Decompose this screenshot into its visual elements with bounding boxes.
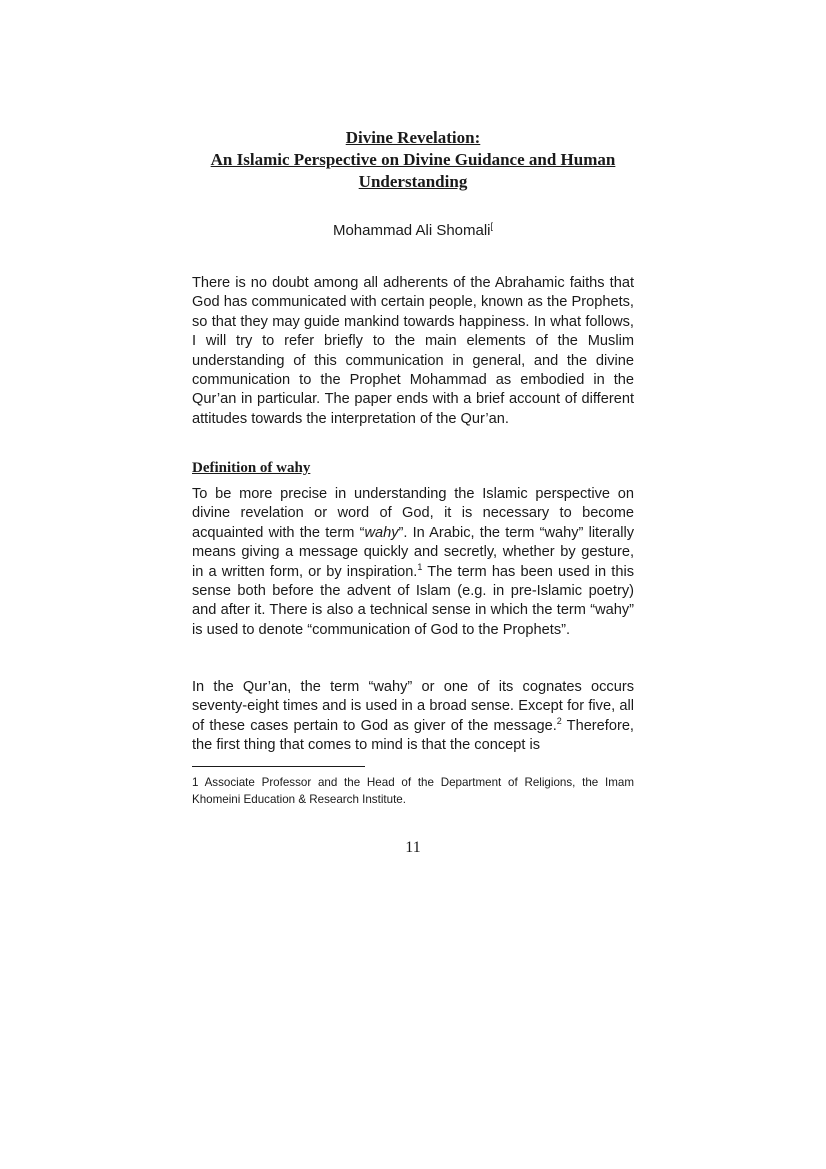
quran-usage-text-1: In the Qur’an, the term “wahy” or one of its cognates occurs seventy-eight times and is used in a broad sense. Except for five, all of these cases pertain to God as giver of the message. bbox=[192, 679, 634, 734]
footnote-ref-2: 2 bbox=[556, 715, 562, 726]
intro-paragraph: There is no doubt among all adherents of the Abrahamic faiths that God has communicated with certain people, known as the Prophets, so that they may guide mankind towards happiness. In what follows, I will try to refer briefly to the main elements of the Muslim understanding of this communication in general, and the divine communication to the Prophet Mohammad as embodied in the Qur’an in particular. The paper ends with a brief account of different attitudes towards the interpretation of the Qur’an. bbox=[192, 275, 634, 427]
quran-usage-paragraph bbox=[192, 678, 634, 756]
author-line bbox=[150, 216, 676, 241]
definition-paragraph bbox=[192, 485, 634, 640]
definition-text-2: ”. In Arabic, the term “wahy” literally means giving a message quickly and secretly, whether by gesture, in a written form, or by inspiration. bbox=[192, 524, 634, 580]
title-line-3: Understanding bbox=[358, 172, 468, 191]
definition-text-1: To be more precise in understanding the Islamic perspective on divine revelation or word of God, it is necessary to become acquainted with the term “ bbox=[192, 486, 634, 541]
footnote-divider bbox=[192, 766, 365, 767]
author-name: Mohammad Ali Shomali bbox=[332, 222, 491, 239]
author-footnote-marker: [ bbox=[490, 221, 494, 231]
title-line-2: An Islamic Perspective on Divine Guidance and Human bbox=[210, 150, 616, 169]
section-heading: Definition of wahy bbox=[192, 460, 311, 476]
title-line-1: Divine Revelation: bbox=[345, 128, 481, 147]
quran-usage-text-2: Therefore, the first thing that comes to mind is that the concept is bbox=[192, 717, 634, 754]
footnote-ref-1: 1 bbox=[417, 561, 423, 572]
paper-title bbox=[150, 127, 676, 193]
footnote-1: 1 Associate Professor and the Head of the Department of Religions, the Imam Khomeini Education & Research Institute. bbox=[192, 776, 634, 806]
definition-text-3: The term has been used in this sense both before the advent of Islam (e.g. in pre-Islamic poetry) and after it. There is also a technical sense in which the term “wahy” is used to denote “communication of God to the Prophets”. bbox=[192, 563, 634, 638]
page-number: 11 bbox=[405, 839, 421, 856]
definition-term-italic: wahy bbox=[364, 524, 399, 541]
